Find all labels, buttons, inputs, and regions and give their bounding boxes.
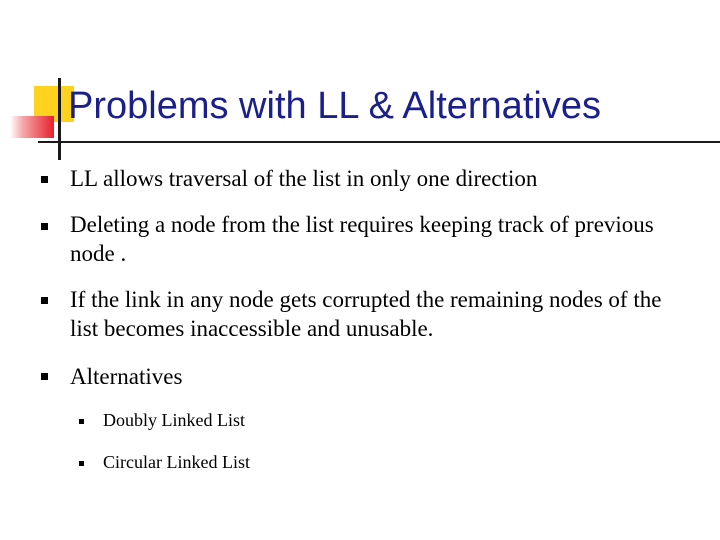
bullet-square-icon — [41, 223, 48, 230]
bullet-square-icon — [79, 461, 84, 466]
bullet-square-icon — [41, 297, 48, 304]
bullet-text: Alternatives — [70, 364, 183, 389]
title-underline — [38, 141, 720, 143]
bullet-text-continued: node . — [70, 241, 127, 266]
bullet-square-icon — [41, 176, 48, 183]
logo-red-bar — [10, 116, 54, 138]
logo-vertical-line — [58, 78, 61, 160]
sub-bullet-text: Doubly Linked List — [103, 410, 245, 430]
bullet-text: Deleting a node from the list requires keeping track of previous — [70, 212, 654, 237]
slide-title: Problems with LL & Alternatives — [68, 85, 601, 127]
bullet-square-icon — [79, 419, 84, 424]
bullet-text: If the link in any node gets corrupted the remaining nodes of the — [70, 287, 662, 312]
bullet-square-icon — [41, 373, 48, 380]
bullet-text: LL allows traversal of the list in only one direction — [70, 166, 538, 191]
bullet-text-continued: list becomes inaccessible and unusable. — [70, 316, 434, 341]
sub-bullet-text: Circular Linked List — [103, 452, 250, 472]
